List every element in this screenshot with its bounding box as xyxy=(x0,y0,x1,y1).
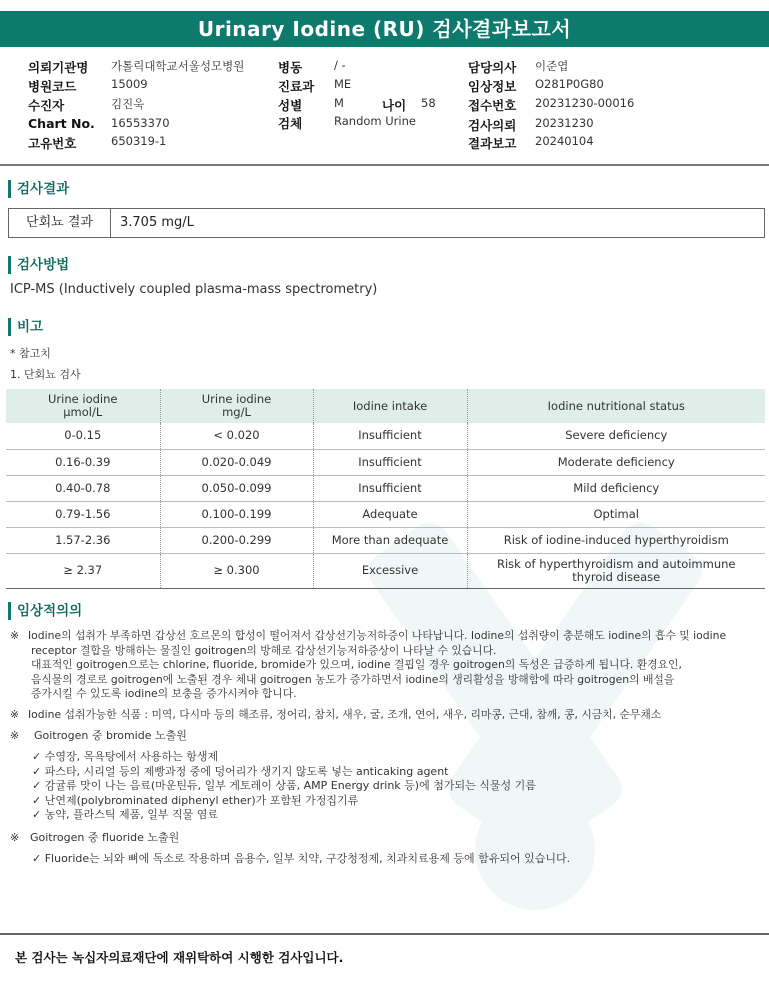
table-cell xyxy=(467,553,765,588)
note-mark: ※ xyxy=(10,831,20,844)
table-cell: 0.050-0.099 xyxy=(160,475,313,501)
clinical-paragraph-4 xyxy=(10,831,765,846)
clinical-paragraph-3 xyxy=(10,729,765,744)
clinical-p2-text: Iodine 섭취가능한 식품 : 미역, 다시마 등의 해조류, 정어리, 참치, 새우, 굴, 조개, 연어, 새우, 리마콩, 근대, 참깨, 콩, 시금치, 순무채소 xyxy=(28,708,662,721)
info-label-clinical-info: 임상정보 xyxy=(468,79,517,94)
section-title-remark: 비고 xyxy=(8,318,43,336)
info-label-report-date: 결과보고 xyxy=(468,136,517,151)
reference-subtitle: 1. 단회뇨 검사 xyxy=(10,368,81,381)
clinical-p1-line5: 증가시킬 수 있도록 iodine의 보충을 증가시켜야 합니다. xyxy=(31,687,297,700)
table-header-umol xyxy=(6,389,160,423)
report-title: Urinary Iodine (RU) 검사결과보고서 xyxy=(0,11,769,47)
header-line2: mg/L xyxy=(222,405,251,419)
table-cell: Severe deficiency xyxy=(467,423,765,449)
info-value-clinical-info: O281P0G80 xyxy=(535,77,604,91)
info-value-hospital-code: 15009 xyxy=(111,77,148,91)
info-value-department: ME xyxy=(334,77,352,91)
note-mark: ※ xyxy=(10,629,20,642)
clinical-p1-line2: receptor 결합을 방해하는 물질인 goitrogen의 방해로 갑상선기능저하증상이 나타날 수 있습니다. xyxy=(31,643,497,657)
patient-info xyxy=(0,54,769,154)
note-mark: ※ xyxy=(10,708,20,721)
header-divider xyxy=(0,164,769,166)
table-header-mgl xyxy=(160,389,313,423)
info-value-unique-no: 650319-1 xyxy=(111,134,167,148)
clinical-paragraph-2 xyxy=(10,708,765,723)
info-label-institution: 의뢰기관명 xyxy=(28,60,89,75)
fluoride-list xyxy=(32,852,570,867)
reference-table xyxy=(6,389,765,589)
info-value-patient: 김진욱 xyxy=(111,97,145,111)
table-cell: 0.40-0.78 xyxy=(6,475,160,501)
list-item: ✓ 수영장, 목욕탕에서 사용하는 항생제 xyxy=(32,750,219,763)
info-value-request-date: 20231230 xyxy=(535,116,594,130)
bromide-list xyxy=(32,750,536,823)
info-label-doctor: 담당의사 xyxy=(468,60,517,75)
note-mark: ※ xyxy=(10,729,20,742)
cell-line1: Risk of hyperthyroidism and autoimmune xyxy=(496,556,736,571)
table-row xyxy=(6,527,765,553)
section-title-result: 검사결과 xyxy=(8,180,69,198)
table-cell: 0.020-0.049 xyxy=(160,449,313,475)
table-cell: Insufficient xyxy=(313,475,467,501)
table-cell: Insufficient xyxy=(313,423,467,449)
footer-divider xyxy=(0,933,769,935)
table-cell: ≥ 2.37 xyxy=(6,553,160,588)
info-label-department: 진료과 xyxy=(278,79,315,94)
info-label-age: 나이 xyxy=(382,98,407,113)
table-cell: 0.200-0.299 xyxy=(160,527,313,553)
info-value-ward: / - xyxy=(334,58,346,72)
list-item: ✓ 난연제(polybrominated diphenyl ether)가 포함된 가정집기류 xyxy=(32,793,359,807)
list-item: ✓ 농약, 플라스틱 제품, 일부 직물 염료 xyxy=(32,808,218,821)
info-value-institution: 가톨릭대학교서울성모병원 xyxy=(111,59,245,73)
header-line1: Urine iodine xyxy=(201,392,272,406)
info-label-hospital-code: 병원코드 xyxy=(28,79,77,94)
table-cell: Adequate xyxy=(313,501,467,527)
table-cell: 0.79-1.56 xyxy=(6,501,160,527)
table-cell: 0.16-0.39 xyxy=(6,449,160,475)
info-label-ward: 병동 xyxy=(278,60,303,75)
info-value-sex: M xyxy=(334,96,344,110)
info-value-doctor: 이준엽 xyxy=(535,59,569,73)
info-value-report-date: 20240104 xyxy=(535,134,594,148)
table-cell: ≥ 0.300 xyxy=(160,553,313,588)
result-value: 3.705 mg/L xyxy=(120,215,194,230)
info-value-chart-no: 16553370 xyxy=(111,116,170,130)
table-header-status: Iodine nutritional status xyxy=(467,389,765,423)
clinical-p1-line4: 음식물의 경로로 goitrogen에 노출된 경우 체내 goitrogen 농도가 증가하면서 iodine의 생리활성을 방해함에 따라 goitrogen의 배설을 xyxy=(31,672,675,686)
info-label-sex: 성별 xyxy=(278,98,303,113)
section-title-method: 검사방법 xyxy=(8,256,69,274)
info-label-chart-no: Chart No. xyxy=(28,116,95,131)
table-cell: 0.100-0.199 xyxy=(160,501,313,527)
info-label-unique-no: 고유번호 xyxy=(28,136,77,151)
list-item: ✓ 감귤류 맛이 나는 음료(마운틴듀, 일부 게토레이 상품, AMP Energy drink 등)에 첨가되는 식물성 기름 xyxy=(32,779,536,792)
table-cell: Risk of iodine-induced hyperthyroidism xyxy=(467,527,765,553)
table-row xyxy=(6,449,765,475)
header-line1: Urine iodine xyxy=(48,392,118,406)
table-cell: Excessive xyxy=(313,553,467,588)
result-box xyxy=(8,208,765,238)
section-title-clinical: 임상적의의 xyxy=(8,602,82,620)
clinical-paragraph-1 xyxy=(10,629,765,702)
footer-note: 본 검사는 녹십자의료재단에 재위탁하여 시행한 검사입니다. xyxy=(15,950,344,965)
cell-line2: thyroid disease xyxy=(572,569,661,584)
table-cell: < 0.020 xyxy=(160,423,313,449)
table-header-intake: Iodine intake xyxy=(313,389,467,423)
result-label: 단회뇨 결과 xyxy=(9,209,111,237)
list-item: ✓ Fluoride는 뇌와 뼈에 독소로 작용하며 음용수, 일부 치약, 구강청정제, 치과치료용제 등에 함유되어 있습니다. xyxy=(32,852,571,865)
list-item: ✓ 파스타, 시리얼 등의 제빵과정 중에 덩어리가 생기지 않도록 넣는 anticaking agent xyxy=(32,764,449,778)
table-cell: Moderate deficiency xyxy=(467,449,765,475)
table-cell: More than adequate xyxy=(313,527,467,553)
table-row xyxy=(6,553,765,588)
table-cell: 0-0.15 xyxy=(6,423,160,449)
table-cell: Optimal xyxy=(467,501,765,527)
table-cell: 1.57-2.36 xyxy=(6,527,160,553)
table-cell: Insufficient xyxy=(313,449,467,475)
clinical-p1-line1: Iodine의 섭취가 부족하면 갑상선 호르몬의 합성이 떨어져서 갑상선기능저하증이 나타납니다. Iodine의 섭취량이 충분해도 iodine의 흡수 및 iodine xyxy=(28,629,727,642)
header-line2: μmol/L xyxy=(63,405,103,419)
clinical-p4-text: Goitrogen 중 fluoride 노출원 xyxy=(30,831,180,844)
method-text: ICP-MS (Inductively coupled plasma-mass spectrometry) xyxy=(10,282,378,297)
reference-note: * 참고치 xyxy=(10,347,51,360)
table-cell: Mild deficiency xyxy=(467,475,765,501)
info-label-patient: 수진자 xyxy=(28,98,65,113)
table-row xyxy=(6,423,765,449)
table-header-row xyxy=(6,389,765,423)
info-value-receipt-no: 20231230-00016 xyxy=(535,96,635,110)
clinical-p1-line3: 대표적인 goitrogen으로는 chlorine, fluoride, bromide가 있으며, iodine 결핍일 경우 goitrogen의 독성은 급증하게 됩니다. 환경요인, xyxy=(31,658,682,671)
table-row xyxy=(6,475,765,501)
clinical-p3-text: Goitrogen 중 bromide 노출원 xyxy=(34,729,187,742)
info-label-receipt-no: 접수번호 xyxy=(468,98,517,113)
table-row xyxy=(6,501,765,527)
info-value-age: 58 xyxy=(421,96,436,110)
info-label-request-date: 검사의뢰 xyxy=(468,118,517,133)
info-value-specimen: Random Urine xyxy=(334,114,416,128)
info-label-specimen: 검체 xyxy=(278,116,303,131)
